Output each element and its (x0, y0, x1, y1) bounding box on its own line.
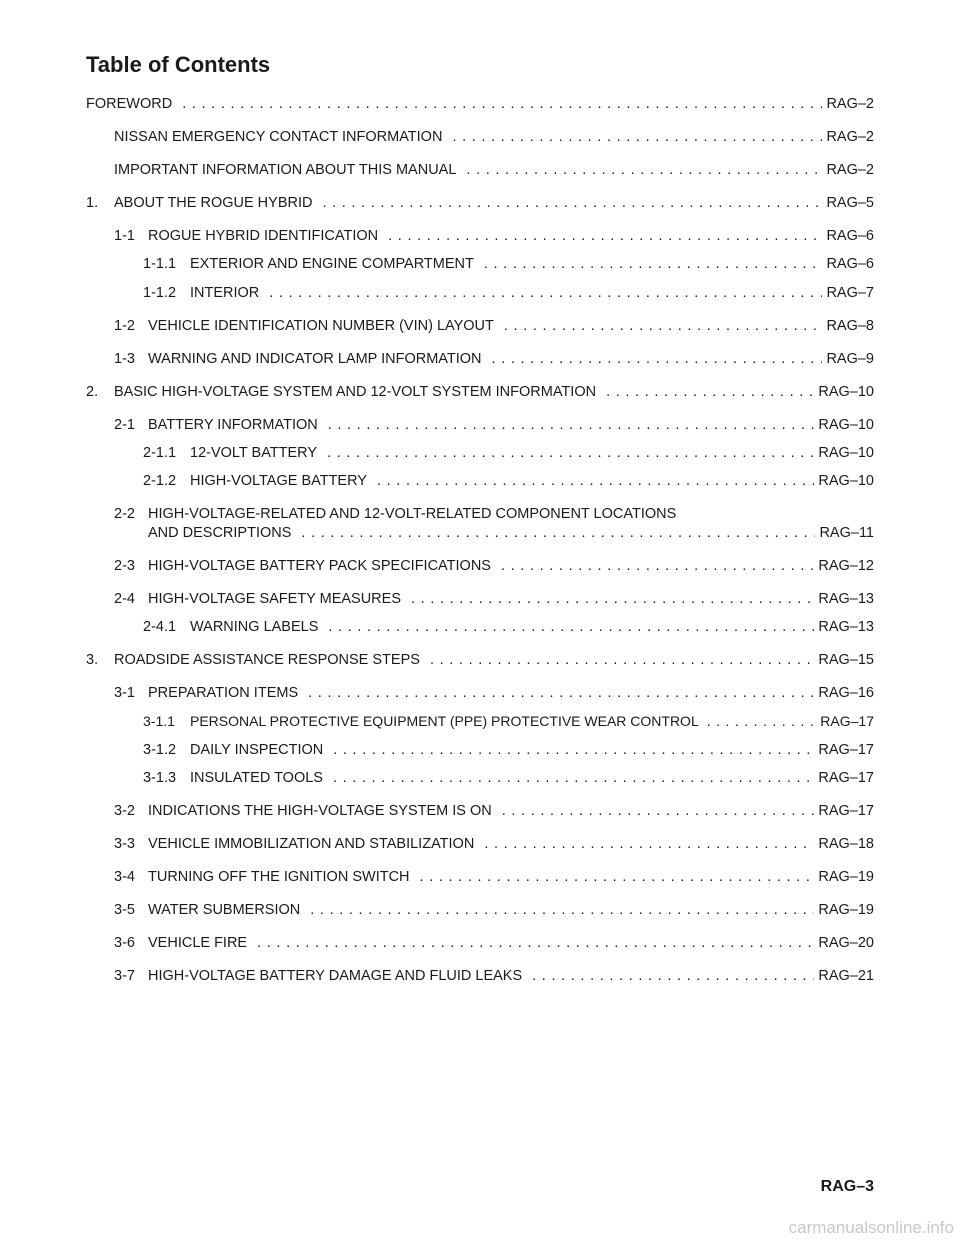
toc-leader-dots (333, 769, 814, 787)
toc-entry-page: RAG–2 (826, 96, 874, 112)
toc-entry-page: RAG–15 (818, 652, 874, 668)
toc-leader-dots (502, 802, 815, 820)
toc-entry-title: EXTERIOR AND ENGINE COMPARTMENT (190, 256, 474, 272)
toc-entry-title: WATER SUBMERSION (148, 902, 301, 918)
toc-entry-title: BASIC HIGH-VOLTAGE SYSTEM AND 12-VOLT SYSTEM INFORMATION (114, 384, 597, 400)
toc-entry-page: RAG–10 (818, 473, 874, 489)
toc-entry-2-1-1[interactable] (143, 444, 874, 462)
toc-leader-dots (484, 835, 814, 853)
toc-entry-page: RAG–13 (818, 619, 874, 635)
toc-entry-number: 2-4.1 (143, 619, 177, 635)
toc-leader-dots (377, 472, 814, 490)
toc-leader-dots (501, 557, 814, 575)
toc-entry-page: RAG–9 (826, 351, 874, 367)
toc-entry-emergency-contact[interactable] (114, 128, 874, 146)
toc-entry-section-2[interactable] (86, 383, 874, 401)
toc-entry-title: INDICATIONS THE HIGH-VOLTAGE SYSTEM IS ON (148, 803, 492, 819)
toc-entry-number: 2-4 (114, 591, 135, 607)
toc-leader-dots (182, 95, 822, 113)
toc-entry-title: HIGH-VOLTAGE BATTERY (190, 473, 367, 489)
toc-leader-dots (466, 161, 822, 179)
toc-entry-title: PREPARATION ITEMS (148, 685, 299, 701)
toc-entry-2-1[interactable] (114, 416, 874, 434)
toc-entry-page: RAG–7 (826, 285, 874, 301)
toc-entry-page: RAG–17 (818, 770, 874, 786)
toc-entry-number: 3-1.3 (143, 770, 177, 786)
toc-entry-title: ROADSIDE ASSISTANCE RESPONSE STEPS (114, 652, 420, 668)
toc-leader-dots (420, 868, 815, 886)
toc-entry-number: 3. (86, 652, 99, 668)
toc-entry-foreword[interactable] (86, 95, 874, 113)
toc-entry-title: BATTERY INFORMATION (148, 417, 318, 433)
toc-entry-3-3[interactable] (114, 835, 874, 853)
toc-leader-dots (430, 651, 814, 669)
toc-leader-dots (310, 901, 814, 919)
toc-entry-title: HIGH-VOLTAGE BATTERY DAMAGE AND FLUID LEAKS (148, 968, 523, 984)
toc-entry-page: RAG–10 (818, 417, 874, 433)
toc-entry-title: VEHICLE IMMOBILIZATION AND STABILIZATION (148, 836, 475, 852)
toc-entry-page: RAG–20 (818, 935, 874, 951)
toc-entry-title: VEHICLE FIRE (148, 935, 248, 951)
toc-entry-number: 3-4 (114, 869, 135, 885)
toc-entry-section-3[interactable] (86, 651, 874, 669)
toc-entry-title: ABOUT THE ROGUE HYBRID (114, 195, 313, 211)
toc-entry-number: 3-6 (114, 935, 135, 951)
toc-entry-title: DAILY INSPECTION (190, 742, 324, 758)
toc-entry-2-2[interactable] (148, 524, 874, 542)
toc-entry-number: 2-1 (114, 417, 135, 433)
toc-entry-page: RAG–8 (826, 318, 874, 334)
toc-entry-page: RAG–16 (818, 685, 874, 701)
toc-entry-title: HIGH-VOLTAGE SAFETY MEASURES (148, 591, 401, 607)
toc-entry-number: 3-3 (114, 836, 135, 852)
toc-entry-page: RAG–13 (818, 591, 874, 607)
toc-entry-1-3[interactable] (114, 350, 874, 368)
toc-entry-title: WARNING LABELS (190, 619, 319, 635)
toc-entry-title: TURNING OFF THE IGNITION SWITCH (148, 869, 410, 885)
page-title: Table of Contents (86, 52, 271, 77)
toc-entry-3-6[interactable] (114, 934, 874, 952)
toc-entry-number: 3-1.2 (143, 742, 177, 758)
toc-entry-number: 2-3 (114, 558, 135, 574)
toc-entry-title-line1: HIGH-VOLTAGE-RELATED AND 12-VOLT-RELATED COMPONENT LOCATIONS (148, 506, 677, 522)
toc-entry-page: RAG–12 (818, 558, 874, 574)
toc-leader-dots (484, 255, 823, 273)
toc-entry-page: RAG–19 (818, 902, 874, 918)
toc-entry-2-2-line1[interactable] (114, 505, 676, 523)
toc-entry-title: INSULATED TOOLS (190, 770, 323, 786)
toc-entry-2-4-1[interactable] (143, 618, 874, 636)
toc-entry-page: RAG–17 (818, 742, 874, 758)
toc-entry-title: PERSONAL PROTECTIVE EQUIPMENT (PPE) PROTECTIVE WEAR CONTROL (190, 713, 699, 729)
toc-entry-page: RAG–6 (826, 228, 874, 244)
toc-entry-page: RAG–17 (818, 803, 874, 819)
toc-entry-page: RAG–10 (818, 384, 874, 400)
toc-leader-dots (328, 416, 815, 434)
toc-entry-1-1-1[interactable] (143, 255, 874, 273)
toc-entry-number: 1-1.2 (143, 285, 177, 301)
toc-leader-dots (269, 284, 822, 302)
toc-entry-3-1[interactable] (114, 684, 874, 702)
toc-entry-3-2[interactable] (114, 802, 874, 820)
toc-entry-number: 3-2 (114, 803, 135, 819)
toc-leader-dots (388, 227, 822, 245)
toc-leader-dots (327, 444, 814, 462)
toc-entry-title: 12-VOLT BATTERY (190, 445, 318, 461)
toc-entry-title: HIGH-VOLTAGE BATTERY PACK SPECIFICATIONS (148, 558, 491, 574)
toc-entry-2-4[interactable] (114, 590, 874, 608)
toc-entry-3-5[interactable] (114, 901, 874, 919)
toc-entry-number: 1-2 (114, 318, 135, 334)
toc-entry-section-1[interactable] (86, 194, 874, 212)
toc-entry-page: RAG–10 (818, 445, 874, 461)
toc-leader-dots (322, 194, 822, 212)
toc-entry-number: 2-2 (114, 506, 135, 522)
toc-entry-number: 1-3 (114, 351, 135, 367)
toc-entry-number: 2. (86, 384, 99, 400)
toc-entry-3-1-1[interactable] (143, 712, 874, 730)
toc-entry-page: RAG–2 (826, 162, 874, 178)
toc-leader-dots (606, 383, 814, 401)
toc-leader-dots (452, 128, 822, 146)
toc-entry-title: FOREWORD (86, 96, 173, 112)
toc-leader-dots (333, 741, 814, 759)
toc-entry-title: AND DESCRIPTIONS (148, 525, 292, 541)
toc-entry-page: RAG–6 (826, 256, 874, 272)
toc-entry-3-1-3[interactable] (143, 769, 874, 787)
toc-entry-page: RAG–18 (818, 836, 874, 852)
toc-leader-dots (257, 934, 814, 952)
toc-entry-number: 3-1 (114, 685, 135, 701)
toc-leader-dots (504, 317, 823, 335)
toc-entry-2-3[interactable] (114, 557, 874, 575)
toc-entry-number: 1. (86, 195, 99, 211)
toc-entry-number: 3-1.1 (143, 713, 175, 729)
toc-entry-title: ROGUE HYBRID IDENTIFICATION (148, 228, 379, 244)
toc-entry-title: IMPORTANT INFORMATION ABOUT THIS MANUAL (114, 162, 457, 178)
toc-entry-3-4[interactable] (114, 868, 874, 886)
toc-entry-3-7[interactable] (114, 967, 874, 985)
toc-entry-page: RAG–17 (820, 713, 874, 729)
toc-entry-1-1-2[interactable] (143, 284, 874, 302)
toc-entry-page: RAG–5 (826, 195, 874, 211)
toc-entry-title: INTERIOR (190, 285, 260, 301)
toc-entry-page: RAG–21 (818, 968, 874, 984)
toc-leader-dots (707, 712, 817, 730)
toc-entry-number: 1-1.1 (143, 256, 177, 272)
toc-leader-dots (328, 618, 814, 636)
toc-entry-number: 3-7 (114, 968, 135, 984)
toc-entry-number: 2-1.1 (143, 445, 177, 461)
toc-leader-dots (301, 524, 815, 542)
toc-entry-title: VEHICLE IDENTIFICATION NUMBER (VIN) LAYOUT (148, 318, 494, 334)
toc-entry-page: RAG–2 (826, 129, 874, 145)
toc-entry-number: 1-1 (114, 228, 135, 244)
toc-entry-important-info[interactable] (114, 161, 874, 179)
toc-leader-dots (492, 350, 823, 368)
toc-entry-number: 3-5 (114, 902, 135, 918)
toc-entry-3-1-2[interactable] (143, 741, 874, 759)
toc-leader-dots (308, 684, 814, 702)
toc-entry-title: WARNING AND INDICATOR LAMP INFORMATION (148, 351, 482, 367)
toc-entry-page: RAG–19 (818, 869, 874, 885)
toc-entry-number: 2-1.2 (143, 473, 177, 489)
toc-entry-title: NISSAN EMERGENCY CONTACT INFORMATION (114, 129, 443, 145)
watermark: carmanualsonline.info (788, 1218, 954, 1237)
page-number-footer: RAG–3 (820, 1178, 874, 1195)
toc-entry-2-1-2[interactable] (143, 472, 874, 490)
toc-entry-page: RAG–11 (819, 525, 874, 541)
toc-entry-1-2[interactable] (114, 317, 874, 335)
toc-entry-1-1[interactable] (114, 227, 874, 245)
toc-leader-dots (532, 967, 814, 985)
toc-leader-dots (411, 590, 814, 608)
